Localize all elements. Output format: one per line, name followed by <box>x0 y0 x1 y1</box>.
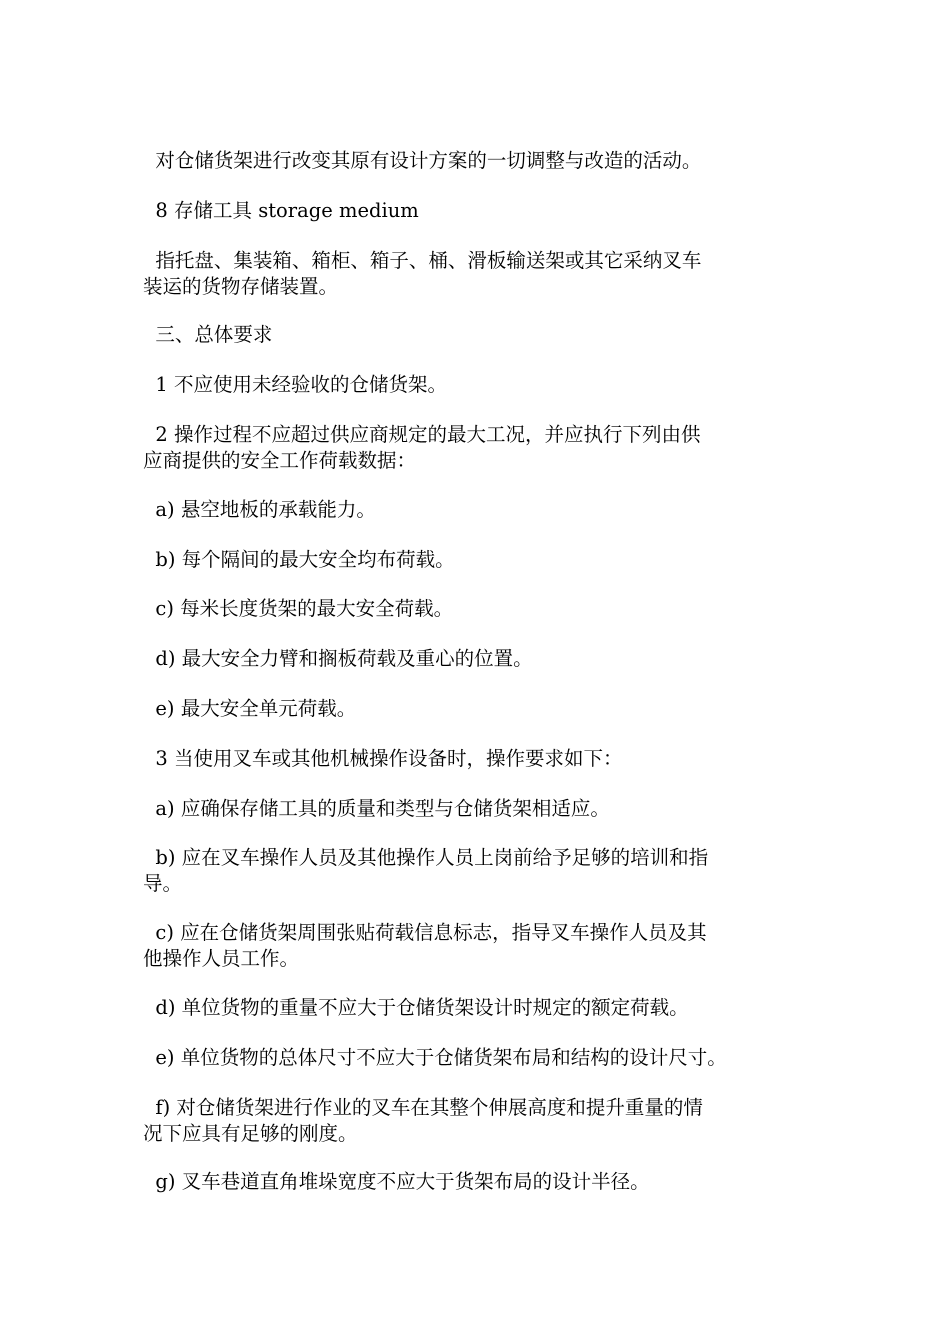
paragraph-line: f) 对仓储货架进行作业的叉车在其整个伸展高度和提升重量的情 <box>143 1096 703 1119</box>
paragraph-line: c) 每米长度货架的最大安全荷载。 <box>143 597 454 620</box>
paragraph-line: d) 单位货物的重量不应大于仓储货架设计时规定的额定荷载。 <box>143 996 689 1019</box>
list-item-d-2 <box>143 995 823 1021</box>
paragraph-line: e) 单位货物的总体尺寸不应大于仓储货架布局和结构的设计尺寸。 <box>143 1046 727 1069</box>
paragraph-line: 况下应具有足够的刚度。 <box>143 1122 358 1145</box>
section-heading <box>143 322 823 348</box>
list-item-g <box>143 1169 823 1195</box>
list-item-a <box>143 497 823 523</box>
paragraph-line: 应商提供的安全工作荷载数据： <box>143 449 417 472</box>
list-item-c <box>143 596 823 622</box>
paragraph-line: 三、总体要求 <box>143 323 273 346</box>
list-item-b-2 <box>143 845 823 897</box>
paragraph-line: b) 应在叉车操作人员及其他操作人员上岗前给予足够的培训和指 <box>143 846 709 869</box>
list-item-e-2 <box>143 1045 823 1071</box>
list-item-b <box>143 547 823 573</box>
paragraph-line: 指托盘、集装箱、箱柜、箱子、桶、滑板输送架或其它采纳叉车 <box>143 249 702 272</box>
paragraph-line: c) 应在仓储货架周围张贴荷载信息标志，指导叉车操作人员及其 <box>143 921 707 944</box>
paragraph-line: 对仓储货架进行改变其原有设计方案的一切调整与改造的活动。 <box>143 149 702 172</box>
list-item-e <box>143 696 823 722</box>
paragraph-line: 他操作人员工作。 <box>143 947 300 970</box>
paragraph-line: 装运的货物存储装置。 <box>143 275 339 298</box>
paragraph-3 <box>143 248 823 300</box>
paragraph-line: d) 最大安全力臂和搁板荷载及重心的位置。 <box>143 647 533 670</box>
paragraph-line: a) 悬空地板的承载能力。 <box>143 498 376 521</box>
list-item-a-2 <box>143 796 823 822</box>
paragraph-line: b) 每个隔间的最大安全均布荷载。 <box>143 548 455 571</box>
paragraph-line: 3 当使用叉车或其他机械操作设备时，操作要求如下： <box>143 747 623 770</box>
paragraph-line: 8 存储工具 storage medium <box>143 199 419 222</box>
paragraph-2 <box>143 198 823 224</box>
paragraph-6 <box>143 422 823 474</box>
paragraph-line: 1 不应使用未经验收的仓储货架。 <box>143 373 448 396</box>
paragraph-line: 导。 <box>143 872 183 895</box>
paragraph-line: e) 最大安全单元荷载。 <box>143 697 357 720</box>
list-item-f <box>143 1095 823 1147</box>
paragraph-line: 2 操作过程不应超过供应商规定的最大工况，并应执行下列由供 <box>143 423 701 446</box>
paragraph-12 <box>143 746 823 772</box>
paragraph-line: a) 应确保存储工具的质量和类型与仓储货架相适应。 <box>143 797 610 820</box>
paragraph-line: g) 叉车巷道直角堆垛宽度不应大于货架布局的设计半径。 <box>143 1170 650 1193</box>
list-item-d <box>143 646 823 672</box>
paragraph-5 <box>143 372 823 398</box>
list-item-c-2 <box>143 920 823 972</box>
paragraph-1 <box>143 148 823 174</box>
